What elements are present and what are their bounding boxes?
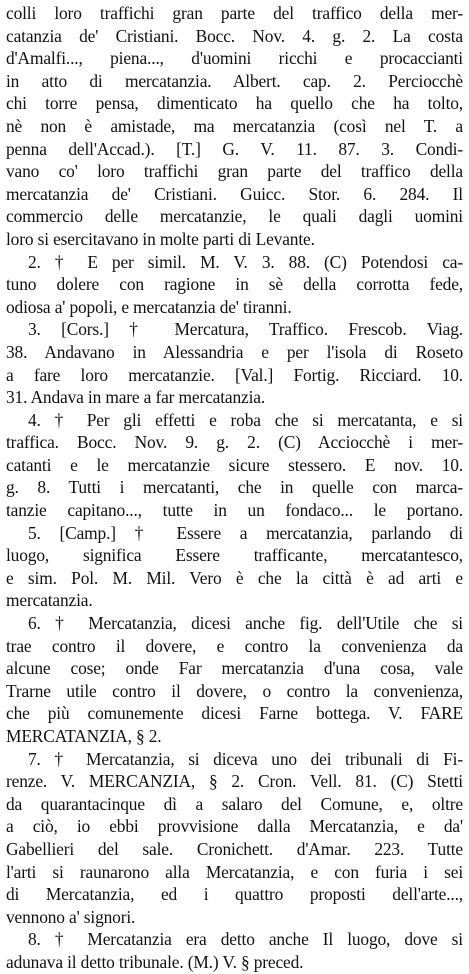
- text-line: catanzia de' Cristiani. Bocc. Nov. 4. g. 2. La costa: [6, 25, 463, 46]
- text-line: e sim. Pol. M. Mil. Vero è che la città è ad arti e: [6, 567, 463, 588]
- text-line: nè non è amistade, ma mercatanzia (così nel T. a: [6, 115, 463, 136]
- text-line: g. 8. Tutti i mercatanti, che in quelle con marca-: [6, 477, 463, 498]
- text-line: traffica. Bocc. Nov. 9. g. 2. (C) Acciocchè i mer-: [6, 432, 463, 453]
- text-line: mercatanzia.: [6, 590, 93, 611]
- text-line: a ciò, io ebbi provvisione dalla Mercatanzia, e da': [6, 816, 463, 837]
- sense-4-line: 4. † Per gli effetti e roba che si mercatanta, e si: [28, 409, 463, 430]
- text-line: odiosa a' popoli, e mercatanzia de' tiranni.: [6, 296, 292, 317]
- sense-8-line: 8. † Mercatanzia era detto anche Il luogo, dove si: [28, 929, 463, 950]
- text-line: vano co' loro traffichi gran parte del traffico della: [6, 161, 463, 182]
- text-line: alcune cose; onde Far mercatanzia d'una cosa, vale: [6, 658, 463, 679]
- text-line: a fare loro mercatanzie. [Val.] Fortig. Ricciard. 10.: [6, 364, 463, 385]
- text-line: luogo, significa Essere trafficante, mercatantesco,: [6, 545, 463, 566]
- text-line: adunava il detto tribunale. (M.) V. § preced.: [6, 951, 304, 972]
- text-line: 31. Andava in mare a far mercatanzia.: [6, 387, 266, 408]
- text-line: colli loro traffichi gran parte del traffico della mer-: [6, 3, 463, 23]
- text-line: MERCATANZIA, § 2.: [6, 726, 162, 746]
- sense-3-line: 3. [Cors.] † Mercatura, Traffico. Frescob. Viag.: [28, 319, 463, 340]
- text-line: chi torre pensa, dimenticato ha quello che ha tolto,: [6, 93, 463, 114]
- sense-7-line: 7. † Mercatanzia, si diceva uno dei tribunali di Fi-: [28, 748, 463, 769]
- text-line: mercatanzia de' Cristiani. Guicc. Stor. 6. 284. Il: [6, 183, 463, 204]
- sense-2-line: 2. † E per simil. M. V. 3. 88. (C) Potendosi ca-: [28, 251, 463, 272]
- text-line: 38. Andavano in Alessandria e per l'isola di Roseto: [6, 341, 463, 362]
- sense-6-line: 6. † Mercatanzia, dicesi anche fig. dell'Utile che si: [28, 613, 463, 634]
- text-line: di Mercatanzia, ed i quattro proposti dell'arte...,: [6, 884, 463, 905]
- text-line: trae contro il dovere, e contro la convenienza da: [6, 635, 463, 656]
- text-line: commercio delle mercatanzie, le quali dagli uomini: [6, 206, 463, 227]
- text-line: da quarantacinque dì a salaro del Comune, e, oltre: [6, 793, 463, 814]
- text-line: catanti e le mercatanzie sicure stessero. E nov. 10.: [6, 454, 463, 475]
- sense-5-line: 5. [Camp.] † Essere a mercatanzia, parlando di: [28, 522, 463, 543]
- text-line: in atto di mercatanzia. Albert. cap. 2. Perciocchè: [6, 70, 463, 91]
- text-line: renze. V. MERCANZIA, § 2. Cron. Vell. 81. (C) Stetti: [6, 771, 463, 792]
- text-line: l'arti si raunarono alla Mercatanzia, e con furia i sei: [6, 861, 463, 882]
- text-line: Trarne utile contro il dovere, o contro la convenienza,: [6, 680, 463, 701]
- text-line: loro si esercitavano in molte parti di Levante.: [6, 228, 315, 249]
- text-line: Gabellieri del sale. Cronichett. d'Amar. 223. Tutte: [6, 838, 463, 859]
- text-line: tanzie capitano..., tutte in un fondaco... le portano.: [6, 500, 463, 521]
- text-line: d'Amalfi..., piena..., d'uomini ricchi e procaccianti: [6, 48, 463, 69]
- text-line: tuno dolere con ragione in sè della corrotta fede,: [6, 274, 463, 295]
- text-line: penna dell'Accad.). [T.] G. V. 11. 87. 3. Condi-: [6, 138, 463, 159]
- text-line: vennono a' signori.: [6, 906, 136, 927]
- text-line: che più comunemente dicesi Farne bottega. V. FARE: [6, 703, 463, 724]
